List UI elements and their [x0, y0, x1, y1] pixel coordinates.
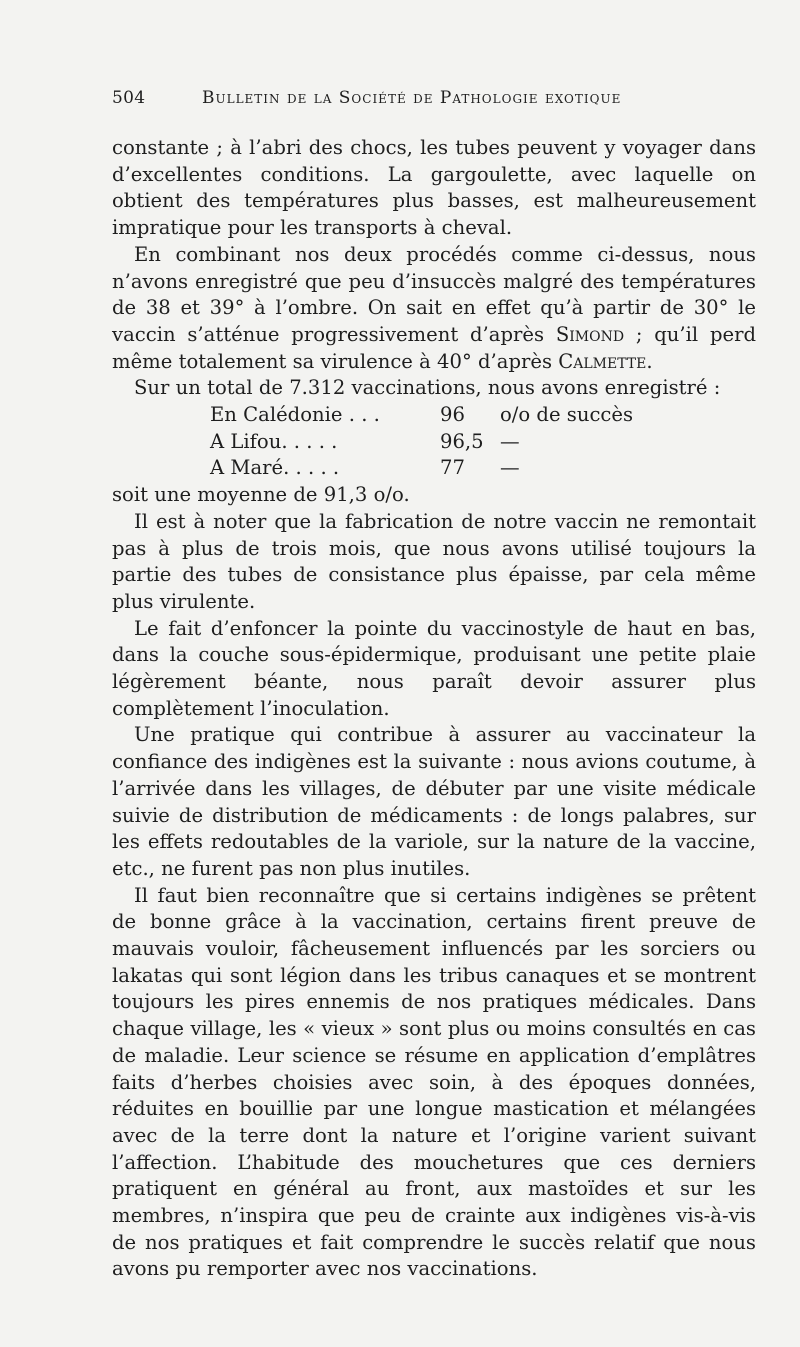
paragraph-2 — [112, 242, 756, 376]
paragraph-8: Il faut bien reconnaître que si certains indigènes se prêtent de bonne grâce à la vaccination, certains firent preuve de mauvais vouloir, fâcheusement influencés par les sorciers ou lakatas qui sont légion dans les tribus canaques et se montrent toujours les pires ennemis de nos pratiques médicales. Dans chaque village, les « vieux » sont plus ou moins consultés en cas de maladie. Leur science se résume en application d’emplâtres faits d’herbes choisies avec soin, à des époques données, réduites en bouillie par une longue mastication et mélangées avec de la terre dont la nature et l’origine varient suivant l’affection. L’habitude des mouchetures que ces derniers pratiquent en général au front, aux mastoïdes et sur les membres, n’inspira que peu de crainte aux indigènes vis-à-vis de nos pratiques et fait comprendre le succès relatif que nous avons pu remporter avec nos vaccinations. — [112, 883, 756, 1281]
result-value: 77 — [440, 456, 465, 480]
result-unit: — — [500, 456, 520, 480]
result-place: En Calédonie . . . — [210, 403, 380, 427]
author-calmette: Calmette — [558, 349, 647, 373]
result-value: 96,5 — [440, 429, 484, 453]
result-value: 96 — [440, 403, 465, 427]
results-table — [112, 402, 756, 482]
paragraph-3: Sur un total de 7.312 vaccinations, nous avons enregistré : — [134, 376, 721, 400]
paragraph-5: Il est à noter que la fabrication de notre vaccin ne remontait pas à plus de trois mois, que nous avons utilisé toujours la partie des tubes de consistance plus épaisse, par cela même plus virulente. — [112, 509, 756, 613]
paragraph-2-part-2: ; qu’il perd même totalement sa virulence à 40° d’après — [112, 322, 756, 373]
paragraph-2-part-1: En combinant nos deux procédés comme ci-dessus, nous n’avons enregistré que peu d’insuccès malgré des températures de 38 et 39° à l’ombre. On sait en effet qu’à partir de 30° le vaccin s’atténue progressivement d’après — [112, 242, 756, 346]
paragraph-6: Le fait d’enfoncer la pointe du vaccinostyle de haut en bas, dans la couche sous-épidermique, produisant une petite plaie légèrement béante, nous paraît devoir assurer plus complètement l’inoculation. — [112, 616, 756, 720]
results-row — [112, 402, 756, 429]
author-simond: Simond — [555, 322, 625, 346]
result-unit: o/o de succès — [500, 403, 634, 427]
paragraph-4: soit une moyenne de 91,3 o/o. — [112, 483, 410, 507]
page-number: 504 — [112, 88, 146, 108]
results-row — [112, 455, 756, 482]
body-text — [112, 135, 756, 1283]
result-place: A Lifou. . . . . — [210, 429, 338, 453]
running-title: Bulletin de la Société de Pathologie exotique — [202, 88, 622, 108]
paragraph-7: Une pratique qui contribue à assurer au vaccinateur la confiance des indigènes est la suivante : nous avions coutume, à l’arrivée dans les villages, de débuter par une visite médicale suivie de distribution de médicaments : de longs palabres, sur les effets redoutables de la variole, sur la nature de la vaccine, etc., ne furent pas non plus inutiles. — [112, 723, 756, 880]
paragraph-1: constante ; à l’abri des chocs, les tubes peuvent y voyager dans d’excellentes conditions. La gargoulette, avec laquelle on obtient des températures plus basses, est malheureusement impratique pour les transports à cheval. — [112, 136, 756, 240]
results-row — [112, 429, 756, 456]
paragraph-2-end: . — [646, 349, 653, 373]
result-unit: — — [500, 429, 520, 453]
result-place: A Maré. . . . . — [210, 456, 340, 480]
